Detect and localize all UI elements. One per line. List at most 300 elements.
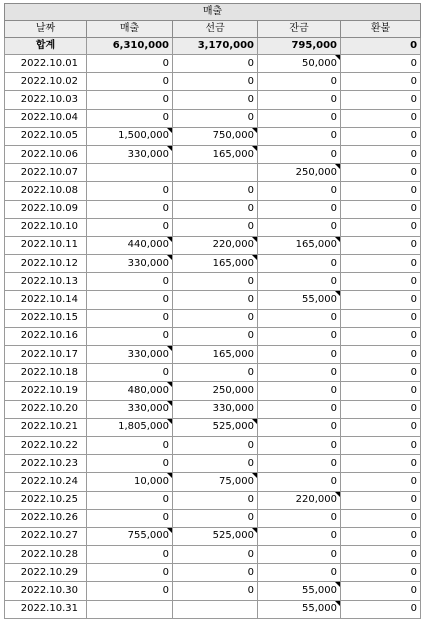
cell-value: 0	[410, 148, 418, 160]
cell-value: 0	[162, 439, 169, 451]
cell-value: 165,000	[212, 348, 254, 360]
table-row	[5, 55, 421, 73]
cell-value: 0	[162, 203, 169, 215]
total-sales[interactable]: 6,310,000	[87, 38, 173, 55]
sales-cell[interactable]	[87, 509, 173, 527]
table-row	[5, 564, 421, 582]
advance-cell[interactable]	[173, 255, 258, 273]
cell-value: 0	[162, 566, 169, 578]
cell-value: 0	[247, 203, 254, 215]
date-cell[interactable]: 2022.10.12	[5, 255, 87, 273]
advance-cell[interactable]	[173, 309, 258, 327]
cell-value: 250,000	[212, 384, 254, 396]
balance-cell[interactable]	[258, 436, 341, 454]
advance-cell[interactable]	[173, 73, 258, 91]
cell-value: 0	[330, 439, 337, 451]
cell-value: 330,000	[127, 348, 169, 360]
date-cell[interactable]: 2022.10.26	[5, 509, 87, 527]
cell-value: 165,000	[295, 239, 337, 251]
cell-value: 0	[410, 166, 418, 178]
balance-cell[interactable]	[258, 236, 341, 254]
refund-cell[interactable]	[341, 582, 421, 600]
advance-cell[interactable]	[173, 346, 258, 364]
cell-value: 0	[410, 112, 418, 124]
advance-cell[interactable]	[173, 109, 258, 127]
table-row	[5, 73, 421, 91]
comment-indicator-icon	[335, 237, 340, 242]
date-cell[interactable]: 2022.10.24	[5, 473, 87, 491]
balance-cell[interactable]	[258, 218, 341, 236]
header-sales[interactable]: 매출	[87, 21, 173, 38]
cell-value: 0	[410, 384, 418, 396]
sales-cell[interactable]	[87, 91, 173, 109]
sales-cell[interactable]	[87, 127, 173, 145]
balance-cell[interactable]	[258, 309, 341, 327]
advance-cell[interactable]	[173, 200, 258, 218]
sales-cell[interactable]	[87, 109, 173, 127]
table-row	[5, 127, 421, 145]
cell-value: 0	[410, 348, 418, 360]
refund-cell[interactable]	[341, 182, 421, 200]
balance-cell[interactable]	[258, 564, 341, 582]
date-cell[interactable]: 2022.10.22	[5, 436, 87, 454]
balance-cell[interactable]	[258, 400, 341, 418]
date-cell[interactable]: 2022.10.10	[5, 218, 87, 236]
cell-value: 0	[162, 75, 169, 87]
date-cell[interactable]: 2022.10.15	[5, 309, 87, 327]
cell-value: 480,000	[127, 384, 169, 396]
date-cell[interactable]: 2022.10.19	[5, 382, 87, 400]
advance-cell[interactable]	[173, 218, 258, 236]
refund-cell[interactable]	[341, 509, 421, 527]
refund-cell[interactable]	[341, 200, 421, 218]
date-cell[interactable]: 2022.10.08	[5, 182, 87, 200]
balance-cell[interactable]	[258, 91, 341, 109]
cell-value: 440,000	[127, 239, 169, 251]
cell-value: 0	[330, 221, 337, 233]
balance-cell[interactable]	[258, 382, 341, 400]
sales-cell[interactable]	[87, 418, 173, 436]
advance-cell[interactable]	[173, 400, 258, 418]
date-cell[interactable]: 2022.10.18	[5, 364, 87, 382]
balance-cell[interactable]	[258, 527, 341, 545]
table-row	[5, 436, 421, 454]
advance-cell[interactable]	[173, 546, 258, 564]
table-row	[5, 400, 421, 418]
advance-cell[interactable]	[173, 564, 258, 582]
date-cell[interactable]: 2022.10.06	[5, 145, 87, 163]
refund-cell[interactable]	[341, 145, 421, 163]
sales-table	[4, 3, 421, 619]
date-cell[interactable]: 2022.10.27	[5, 527, 87, 545]
advance-cell[interactable]	[173, 327, 258, 345]
advance-cell[interactable]	[173, 364, 258, 382]
cell-value: 0	[162, 275, 169, 287]
advance-cell[interactable]	[173, 164, 258, 182]
cell-value: 0	[330, 130, 337, 142]
balance-cell[interactable]	[258, 182, 341, 200]
date-cell[interactable]: 2022.10.31	[5, 600, 87, 618]
header-balance[interactable]: 잔금	[258, 21, 341, 38]
balance-cell[interactable]	[258, 455, 341, 473]
table-row	[5, 473, 421, 491]
total-advance[interactable]: 3,170,000	[173, 38, 258, 55]
cell-value: 0	[247, 494, 254, 506]
cell-value: 0	[410, 93, 418, 105]
advance-cell[interactable]	[173, 145, 258, 163]
cell-value: 0	[330, 330, 337, 342]
advance-cell[interactable]	[173, 491, 258, 509]
advance-cell[interactable]	[173, 273, 258, 291]
refund-cell[interactable]	[341, 255, 421, 273]
date-cell[interactable]: 2022.10.07	[5, 164, 87, 182]
cell-value: 0	[162, 184, 169, 196]
refund-cell[interactable]	[341, 400, 421, 418]
refund-cell[interactable]	[341, 91, 421, 109]
refund-cell[interactable]	[341, 455, 421, 473]
balance-cell[interactable]	[258, 473, 341, 491]
balance-cell[interactable]	[258, 491, 341, 509]
advance-cell[interactable]	[173, 509, 258, 527]
sales-cell[interactable]	[87, 236, 173, 254]
cell-value: 1,500,000	[118, 130, 169, 142]
table-row	[5, 546, 421, 564]
date-cell[interactable]: 2022.10.25	[5, 491, 87, 509]
sales-cell[interactable]	[87, 200, 173, 218]
sales-cell[interactable]	[87, 182, 173, 200]
advance-cell[interactable]	[173, 91, 258, 109]
table-row	[5, 255, 421, 273]
refund-cell[interactable]	[341, 164, 421, 182]
advance-cell[interactable]	[173, 455, 258, 473]
date-cell[interactable]: 2022.10.13	[5, 273, 87, 291]
balance-cell[interactable]	[258, 327, 341, 345]
date-cell[interactable]: 2022.10.17	[5, 346, 87, 364]
cell-value: 0	[247, 457, 254, 469]
refund-cell[interactable]	[341, 346, 421, 364]
refund-cell[interactable]	[341, 564, 421, 582]
cell-value: 0	[162, 294, 169, 306]
comment-indicator-icon	[335, 291, 340, 296]
comment-indicator-icon	[167, 528, 172, 533]
comment-indicator-icon	[167, 346, 172, 351]
comment-indicator-icon	[252, 528, 257, 533]
total-refund[interactable]: 0	[341, 38, 421, 55]
cell-value: 0	[330, 75, 337, 87]
cell-value: 0	[330, 548, 337, 560]
cell-value: 0	[247, 93, 254, 105]
cell-value: 0	[330, 475, 337, 487]
cell-value: 0	[330, 93, 337, 105]
advance-cell[interactable]	[173, 236, 258, 254]
comment-indicator-icon	[335, 164, 340, 169]
comment-indicator-icon	[167, 128, 172, 133]
comment-indicator-icon	[335, 582, 340, 587]
cell-value: 10,000	[134, 475, 169, 487]
balance-cell[interactable]	[258, 291, 341, 309]
cell-value: 0	[162, 548, 169, 560]
comment-indicator-icon	[252, 473, 257, 478]
comment-indicator-icon	[252, 419, 257, 424]
cell-value: 0	[410, 330, 418, 342]
cell-value: 0	[162, 585, 169, 597]
sales-cell[interactable]	[87, 145, 173, 163]
refund-cell[interactable]	[341, 436, 421, 454]
sales-cell[interactable]	[87, 273, 173, 291]
cell-value: 165,000	[212, 148, 254, 160]
refund-cell[interactable]	[341, 127, 421, 145]
cell-value: 755,000	[127, 530, 169, 542]
cell-value: 55,000	[302, 585, 337, 597]
sales-cell[interactable]	[87, 218, 173, 236]
cell-value: 0	[410, 257, 418, 269]
refund-cell[interactable]	[341, 236, 421, 254]
cell-value: 750,000	[212, 130, 254, 142]
cell-value: 50,000	[302, 57, 337, 69]
cell-value: 220,000	[212, 239, 254, 251]
refund-cell[interactable]	[341, 109, 421, 127]
cell-value: 0	[330, 148, 337, 160]
table-row	[5, 527, 421, 545]
date-cell[interactable]: 2022.10.05	[5, 127, 87, 145]
cell-value: 0	[410, 203, 418, 215]
cell-value: 0	[247, 548, 254, 560]
comment-indicator-icon	[335, 601, 340, 606]
advance-cell[interactable]	[173, 473, 258, 491]
sales-cell[interactable]	[87, 309, 173, 327]
advance-cell[interactable]	[173, 127, 258, 145]
balance-cell[interactable]	[258, 255, 341, 273]
sales-cell[interactable]	[87, 382, 173, 400]
table-row	[5, 182, 421, 200]
cell-value: 0	[410, 221, 418, 233]
comment-indicator-icon	[335, 492, 340, 497]
balance-cell[interactable]	[258, 127, 341, 145]
advance-cell[interactable]	[173, 582, 258, 600]
sales-cell[interactable]	[87, 582, 173, 600]
sales-cell[interactable]	[87, 55, 173, 73]
date-cell[interactable]: 2022.10.23	[5, 455, 87, 473]
date-cell[interactable]: 2022.10.28	[5, 546, 87, 564]
refund-cell[interactable]	[341, 546, 421, 564]
balance-cell[interactable]	[258, 55, 341, 73]
comment-indicator-icon	[167, 473, 172, 478]
cell-value: 0	[410, 57, 418, 69]
table-row	[5, 218, 421, 236]
balance-cell[interactable]	[258, 509, 341, 527]
advance-cell[interactable]	[173, 527, 258, 545]
refund-cell[interactable]	[341, 291, 421, 309]
date-cell[interactable]: 2022.10.04	[5, 109, 87, 127]
comment-indicator-icon	[252, 128, 257, 133]
cell-value: 0	[410, 457, 418, 469]
date-cell[interactable]: 2022.10.02	[5, 73, 87, 91]
balance-cell[interactable]	[258, 418, 341, 436]
cell-value: 0	[410, 184, 418, 196]
spreadsheet	[4, 3, 420, 619]
balance-cell[interactable]	[258, 346, 341, 364]
advance-cell[interactable]	[173, 291, 258, 309]
refund-cell[interactable]	[341, 218, 421, 236]
cell-value: 0	[247, 585, 254, 597]
header-advance[interactable]: 선금	[173, 21, 258, 38]
cell-value: 0	[410, 439, 418, 451]
cell-value: 0	[410, 475, 418, 487]
sales-cell[interactable]	[87, 364, 173, 382]
date-cell[interactable]: 2022.10.01	[5, 55, 87, 73]
cell-value: 0	[330, 184, 337, 196]
refund-cell[interactable]	[341, 491, 421, 509]
cell-value: 0	[330, 403, 337, 415]
sheet-title[interactable]: 매출	[5, 4, 421, 21]
sales-cell[interactable]	[87, 564, 173, 582]
date-cell[interactable]: 2022.10.14	[5, 291, 87, 309]
advance-cell[interactable]	[173, 182, 258, 200]
cell-value: 0	[410, 421, 418, 433]
balance-cell[interactable]	[258, 73, 341, 91]
title-row	[5, 4, 421, 21]
date-cell[interactable]: 2022.10.11	[5, 236, 87, 254]
cell-value: 0	[330, 312, 337, 324]
cell-value: 0	[162, 330, 169, 342]
date-cell[interactable]: 2022.10.16	[5, 327, 87, 345]
cell-value: 0	[410, 512, 418, 524]
cell-value: 0	[410, 403, 418, 415]
sales-cell[interactable]	[87, 164, 173, 182]
sales-cell[interactable]	[87, 455, 173, 473]
header-refund[interactable]: 환불	[341, 21, 421, 38]
balance-cell[interactable]	[258, 273, 341, 291]
cell-value: 165,000	[212, 257, 254, 269]
balance-cell[interactable]	[258, 200, 341, 218]
date-cell[interactable]: 2022.10.29	[5, 564, 87, 582]
refund-cell[interactable]	[341, 327, 421, 345]
cell-value: 0	[330, 348, 337, 360]
total-label[interactable]: 합계	[5, 38, 87, 55]
advance-cell[interactable]	[173, 382, 258, 400]
cell-value: 0	[162, 494, 169, 506]
date-cell[interactable]: 2022.10.03	[5, 91, 87, 109]
cell-value: 0	[410, 494, 418, 506]
refund-cell[interactable]	[341, 382, 421, 400]
refund-cell[interactable]	[341, 527, 421, 545]
cell-value: 0	[410, 366, 418, 378]
total-balance[interactable]: 795,000	[258, 38, 341, 55]
cell-value: 0	[247, 439, 254, 451]
cell-value: 0	[162, 312, 169, 324]
sales-cell[interactable]	[87, 491, 173, 509]
table-row	[5, 145, 421, 163]
cell-value: 0	[330, 275, 337, 287]
sales-cell[interactable]	[87, 527, 173, 545]
balance-cell[interactable]	[258, 109, 341, 127]
sales-cell[interactable]	[87, 346, 173, 364]
balance-cell[interactable]	[258, 582, 341, 600]
refund-cell[interactable]	[341, 55, 421, 73]
cell-value: 0	[330, 366, 337, 378]
cell-value: 0	[410, 130, 418, 142]
table-row	[5, 291, 421, 309]
sales-cell[interactable]	[87, 255, 173, 273]
date-cell[interactable]: 2022.10.30	[5, 582, 87, 600]
table-row	[5, 382, 421, 400]
cell-value: 330,000	[127, 403, 169, 415]
table-row	[5, 109, 421, 127]
comment-indicator-icon	[167, 255, 172, 260]
date-cell[interactable]: 2022.10.21	[5, 418, 87, 436]
sales-cell[interactable]	[87, 327, 173, 345]
sales-cell[interactable]	[87, 546, 173, 564]
cell-value: 525,000	[212, 421, 254, 433]
comment-indicator-icon	[167, 419, 172, 424]
balance-cell[interactable]	[258, 364, 341, 382]
cell-value: 0	[162, 512, 169, 524]
cell-value: 0	[330, 566, 337, 578]
refund-cell[interactable]	[341, 73, 421, 91]
advance-cell[interactable]	[173, 436, 258, 454]
header-date[interactable]: 날짜	[5, 21, 87, 38]
cell-value: 0	[162, 366, 169, 378]
cell-value: 0	[247, 512, 254, 524]
date-cell[interactable]: 2022.10.09	[5, 200, 87, 218]
refund-cell[interactable]	[341, 309, 421, 327]
sales-cell[interactable]	[87, 400, 173, 418]
sales-cell[interactable]	[87, 291, 173, 309]
cell-value: 0	[162, 457, 169, 469]
cell-value: 330,000	[127, 148, 169, 160]
sales-cell[interactable]	[87, 436, 173, 454]
cell-value: 0	[410, 312, 418, 324]
cell-value: 330,000	[212, 403, 254, 415]
balance-cell[interactable]	[258, 164, 341, 182]
table-row	[5, 91, 421, 109]
cell-value: 0	[410, 603, 418, 615]
advance-cell[interactable]	[173, 418, 258, 436]
cell-value: 0	[247, 57, 254, 69]
cell-value: 0	[247, 566, 254, 578]
refund-cell[interactable]	[341, 418, 421, 436]
cell-value: 0	[162, 57, 169, 69]
cell-value: 525,000	[212, 530, 254, 542]
cell-value: 0	[410, 275, 418, 287]
cell-value: 0	[330, 512, 337, 524]
cell-value: 0	[247, 366, 254, 378]
balance-cell[interactable]	[258, 546, 341, 564]
cell-value: 0	[330, 421, 337, 433]
date-cell[interactable]: 2022.10.20	[5, 400, 87, 418]
refund-cell[interactable]	[341, 273, 421, 291]
sales-cell[interactable]	[87, 473, 173, 491]
cell-value: 0	[410, 585, 418, 597]
cell-value: 75,000	[219, 475, 254, 487]
cell-value: 330,000	[127, 257, 169, 269]
refund-cell[interactable]	[341, 473, 421, 491]
cell-value: 0	[162, 93, 169, 105]
cell-value: 0	[330, 257, 337, 269]
cell-value: 0	[247, 221, 254, 233]
cell-value: 0	[247, 312, 254, 324]
advance-cell[interactable]	[173, 55, 258, 73]
cell-value: 55,000	[302, 603, 337, 615]
cell-value: 0	[247, 75, 254, 87]
sales-cell[interactable]	[87, 73, 173, 91]
table-row	[5, 364, 421, 382]
refund-cell[interactable]	[341, 364, 421, 382]
balance-cell[interactable]	[258, 145, 341, 163]
cell-value: 0	[162, 221, 169, 233]
cell-value: 0	[330, 457, 337, 469]
table-row	[5, 164, 421, 182]
